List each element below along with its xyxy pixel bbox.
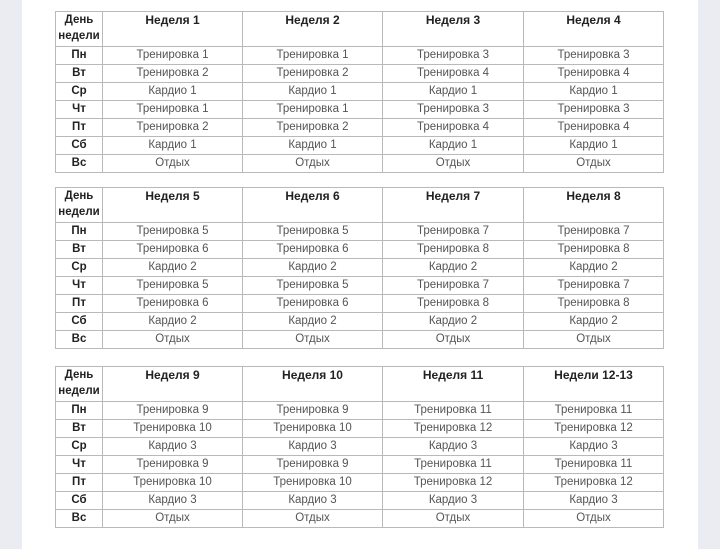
workout-cell: Тренировка 5 [103,223,243,241]
table-row [56,277,664,295]
workout-cell: Тренировка 9 [243,456,383,474]
day-cell: Сб [56,313,103,331]
workout-cell: Тренировка 7 [383,277,524,295]
workout-cell: Тренировка 8 [524,295,664,313]
workout-cell: Тренировка 12 [383,420,524,438]
workout-cell: Кардио 2 [383,313,524,331]
workout-cell: Тренировка 4 [383,119,524,137]
table-row [56,313,664,331]
day-header: День недели [56,367,103,402]
workout-cell: Тренировка 4 [524,119,664,137]
workout-cell: Кардио 1 [383,83,524,101]
week-header: Неделя 6 [243,188,383,223]
table-row [56,155,664,173]
workout-cell: Тренировка 7 [524,277,664,295]
workout-cell: Отдых [103,331,243,349]
day-cell: Пн [56,47,103,65]
table-row [56,137,664,155]
week-header: Неделя 1 [103,12,243,47]
workout-cell: Тренировка 12 [524,420,664,438]
workout-cell: Отдых [524,510,664,528]
workout-cell: Тренировка 12 [383,474,524,492]
workout-cell: Тренировка 11 [383,402,524,420]
table-row [56,65,664,83]
table-row [56,223,664,241]
schedule-table-weeks-5-8 [55,187,664,349]
header-row [56,367,664,402]
workout-cell: Кардио 3 [243,438,383,456]
day-cell: Сб [56,137,103,155]
workout-cell: Тренировка 9 [243,402,383,420]
workout-cell: Кардио 2 [524,313,664,331]
workout-cell: Тренировка 10 [103,474,243,492]
table-row [56,492,664,510]
workout-cell: Тренировка 6 [103,295,243,313]
workout-cell: Кардио 2 [103,313,243,331]
workout-cell: Тренировка 3 [383,101,524,119]
workout-cell: Кардио 1 [243,83,383,101]
workout-cell: Тренировка 6 [243,241,383,259]
workout-cell: Тренировка 4 [524,65,664,83]
workout-cell: Тренировка 8 [383,241,524,259]
workout-cell: Тренировка 1 [103,101,243,119]
table-row [56,510,664,528]
workout-cell: Тренировка 7 [524,223,664,241]
schedule-table-weeks-1-4 [55,11,664,173]
header-row [56,188,664,223]
workout-cell: Отдых [383,155,524,173]
week-header: Неделя 9 [103,367,243,402]
workout-cell: Кардио 3 [103,492,243,510]
workout-cell: Тренировка 5 [243,277,383,295]
workout-cell: Тренировка 10 [243,474,383,492]
workout-cell: Кардио 3 [383,492,524,510]
workout-cell: Тренировка 3 [524,47,664,65]
day-cell: Вт [56,65,103,83]
workout-cell: Кардио 3 [383,438,524,456]
day-cell: Чт [56,456,103,474]
workout-cell: Тренировка 5 [243,223,383,241]
workout-cell: Тренировка 8 [524,241,664,259]
table-row [56,420,664,438]
workout-cell: Кардио 3 [243,492,383,510]
table-row [56,402,664,420]
workout-cell: Кардио 1 [103,137,243,155]
workout-cell: Отдых [243,155,383,173]
week-header: Неделя 8 [524,188,664,223]
workout-cell: Тренировка 3 [524,101,664,119]
workout-cell: Тренировка 1 [243,101,383,119]
workout-cell: Тренировка 7 [383,223,524,241]
workout-cell: Тренировка 5 [103,277,243,295]
day-cell: Вт [56,420,103,438]
week-header: Неделя 3 [383,12,524,47]
workout-cell: Тренировка 11 [524,456,664,474]
day-cell: Вс [56,510,103,528]
day-cell: Пт [56,295,103,313]
day-cell: Чт [56,277,103,295]
workout-cell: Кардио 1 [524,83,664,101]
day-cell: Пт [56,119,103,137]
day-header: День недели [56,188,103,223]
workout-cell: Отдых [524,331,664,349]
workout-cell: Отдых [243,510,383,528]
day-cell: Ср [56,438,103,456]
table-row [56,83,664,101]
workout-cell: Кардио 2 [243,313,383,331]
table-row [56,47,664,65]
workout-cell: Кардио 3 [524,438,664,456]
workout-cell: Кардио 3 [524,492,664,510]
workout-cell: Тренировка 1 [103,47,243,65]
table-row [56,295,664,313]
workout-cell: Тренировка 6 [103,241,243,259]
workout-cell: Тренировка 8 [383,295,524,313]
workout-cell: Кардио 3 [103,438,243,456]
day-cell: Ср [56,83,103,101]
workout-cell: Тренировка 4 [383,65,524,83]
week-header: Неделя 2 [243,12,383,47]
workout-cell: Отдых [243,331,383,349]
day-cell: Пт [56,474,103,492]
workout-cell: Тренировка 9 [103,456,243,474]
workout-cell: Тренировка 10 [243,420,383,438]
table-row [56,474,664,492]
workout-cell: Тренировка 9 [103,402,243,420]
workout-cell: Отдых [103,155,243,173]
workout-cell: Отдых [383,510,524,528]
workout-cell: Тренировка 2 [103,65,243,83]
day-cell: Пн [56,402,103,420]
week-header: Неделя 5 [103,188,243,223]
workout-cell: Тренировка 11 [524,402,664,420]
week-header: Недели 12-13 [524,367,664,402]
header-row [56,12,664,47]
workout-cell: Тренировка 3 [383,47,524,65]
workout-cell: Кардио 2 [524,259,664,277]
workout-cell: Тренировка 2 [103,119,243,137]
day-cell: Вт [56,241,103,259]
workout-cell: Кардио 2 [103,259,243,277]
table-row [56,259,664,277]
workout-cell: Тренировка 12 [524,474,664,492]
table-row [56,331,664,349]
day-header: День недели [56,12,103,47]
week-header: Неделя 11 [383,367,524,402]
day-cell: Чт [56,101,103,119]
workout-cell: Кардио 2 [383,259,524,277]
day-cell: Пн [56,223,103,241]
day-cell: Вс [56,155,103,173]
week-header: Неделя 7 [383,188,524,223]
table-row [56,241,664,259]
day-cell: Сб [56,492,103,510]
table-row [56,456,664,474]
workout-cell: Тренировка 2 [243,119,383,137]
day-cell: Вс [56,331,103,349]
workout-cell: Кардио 2 [243,259,383,277]
workout-cell: Кардио 1 [383,137,524,155]
schedule-table-weeks-9-13 [55,366,664,528]
workout-cell: Тренировка 2 [243,65,383,83]
table-row [56,101,664,119]
workout-cell: Тренировка 1 [243,47,383,65]
week-header: Неделя 10 [243,367,383,402]
day-cell: Ср [56,259,103,277]
table-row [56,119,664,137]
workout-cell: Тренировка 10 [103,420,243,438]
workout-cell: Тренировка 11 [383,456,524,474]
workout-cell: Кардио 1 [524,137,664,155]
week-header: Неделя 4 [524,12,664,47]
workout-cell: Кардио 1 [243,137,383,155]
workout-cell: Отдых [383,331,524,349]
table-row [56,438,664,456]
workout-cell: Отдых [524,155,664,173]
workout-cell: Отдых [103,510,243,528]
workout-cell: Тренировка 6 [243,295,383,313]
workout-cell: Кардио 1 [103,83,243,101]
